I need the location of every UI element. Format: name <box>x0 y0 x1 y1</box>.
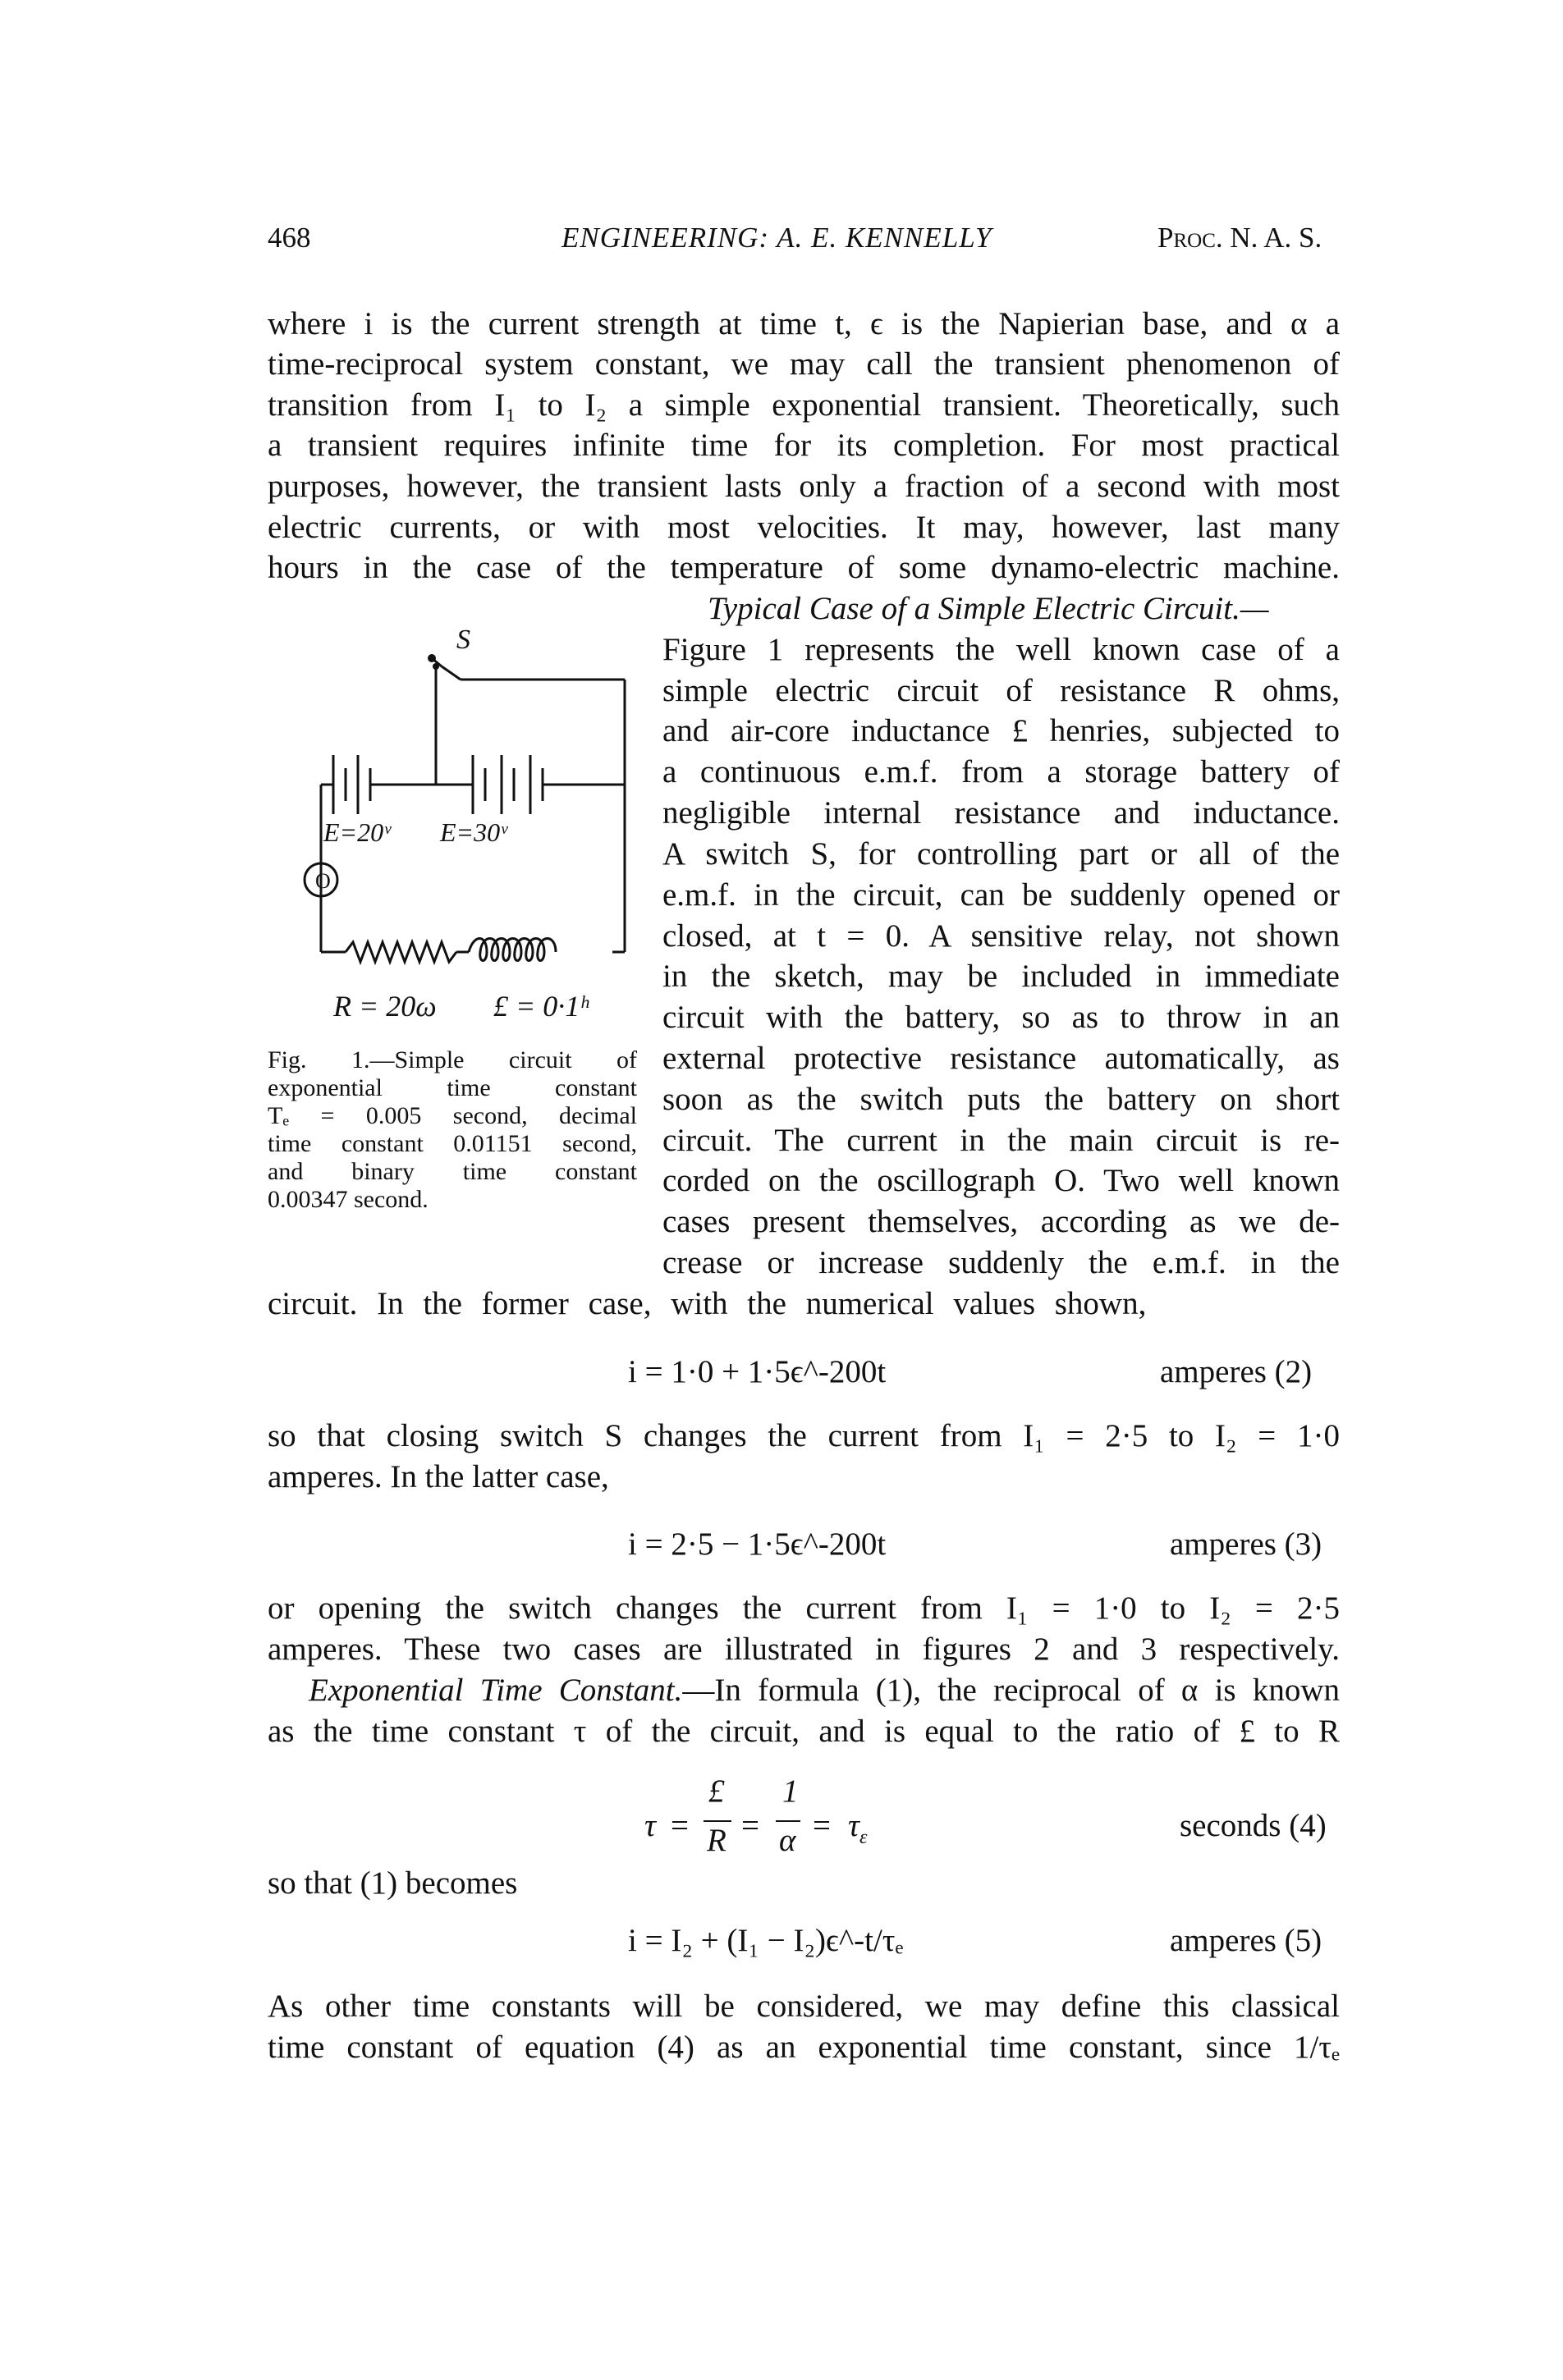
resistance-label: R = 20ω <box>333 990 437 1023</box>
circuit-diagram <box>268 624 653 1046</box>
body-line: corded on the oscillograph O. Two well known <box>662 1163 1340 1198</box>
caption-line: Fig. 1.—Simple circuit of <box>268 1046 637 1073</box>
body-line: crease or increase suddenly the e.m.f. in the <box>662 1245 1340 1280</box>
body-line: a transient requires infinite time for its completion. For most practical <box>268 428 1340 463</box>
body-line: circuit with the battery, so as to throw in an <box>662 1000 1340 1035</box>
body-line: A switch S, for controlling part or all of the <box>662 836 1340 872</box>
body-line: as the time constant τ of the circuit, and is equal to the ratio of £ to R <box>268 1714 1340 1749</box>
equals-sign: = <box>741 1808 759 1843</box>
running-title: ENGINEERING: A. E. KENNELLY <box>561 222 992 254</box>
resistor-symbol <box>346 942 456 962</box>
denominator: α <box>779 1823 796 1858</box>
caption-line: 0.00347 second. <box>268 1186 429 1213</box>
body-line: As other time constants will be considered, we may define this classical <box>268 1989 1340 2024</box>
body-line: in the sketch, may be included in immediate <box>662 959 1340 994</box>
body-line: hours in the case of the temperature of some dynamo-electric machine. <box>268 550 1340 585</box>
body-line: a continuous e.m.f. from a storage battery of <box>662 754 1340 790</box>
body-line: cases present themselves, according as we de- <box>662 1204 1340 1239</box>
equation-label: amperes (5) <box>1170 1923 1322 1958</box>
caption-line: time constant 0.01151 second, <box>268 1130 637 1157</box>
denominator: R <box>707 1823 726 1858</box>
caption-line: Tₑ = 0.005 second, decimal <box>268 1102 637 1129</box>
body-line: external protective resistance automatically, as <box>662 1041 1340 1076</box>
body-line: circuit. In the former case, with the numerical values shown, <box>268 1286 1147 1321</box>
body-line: purposes, however, the transient lasts only a fraction of a second with most <box>268 469 1340 504</box>
body-line: transition from I₁ to I₂ a simple exponential transient. Theoretically, such <box>268 387 1340 423</box>
equation-label: amperes (3) <box>1170 1526 1322 1562</box>
body-line: circuit. The current in the main circuit is re- <box>662 1123 1340 1158</box>
body-line: or opening the switch changes the current from I₁ = 1·0 to I₂ = 2·5 <box>268 1590 1340 1626</box>
body-line: soon as the switch puts the battery on short <box>662 1082 1340 1117</box>
body-line: Figure 1 represents the well known case of a <box>662 632 1340 667</box>
body-line: time constant of equation (4) as an exponential time constant, since 1/τₑ <box>268 2030 1340 2065</box>
equation-label: seconds (4) <box>1180 1808 1327 1843</box>
tau-symbol: τ <box>644 1808 656 1843</box>
switch-blade <box>442 666 461 680</box>
section-heading: Typical Case of a Simple Electric Circuit.— <box>708 591 1269 626</box>
body-line: where i is the current strength at time t, ϵ is the Napierian base, and α a <box>268 306 1340 341</box>
battery-label: E=20ᵛ <box>323 817 392 847</box>
equals-sign: = <box>813 1808 831 1843</box>
oscillograph-label: O <box>315 869 331 893</box>
body-line: closed, at t = 0. A sensitive relay, not shown <box>662 918 1340 954</box>
caption-line: and binary time constant <box>268 1158 637 1185</box>
figure-caption <box>268 1046 637 1214</box>
battery-label: E=30ᵛ <box>440 817 508 847</box>
body-line: simple electric circuit of resistance R ohms, <box>662 673 1340 708</box>
body-line <box>309 1670 1340 1710</box>
numerator: £ <box>708 1774 725 1809</box>
section-text: —In formula (1), the reciprocal of α is known <box>682 1673 1340 1708</box>
equals-sign: = <box>671 1808 689 1843</box>
body-line: time-reciprocal system constant, we may call the transient phenomenon of <box>268 346 1340 382</box>
body-line: negligible internal resistance and inductance. <box>662 795 1340 831</box>
tau-e-symbol: $\tau_\varepsilon$ <box>848 1808 868 1848</box>
body-line: amperes. In the latter case, <box>268 1459 609 1494</box>
body-line: e.m.f. in the circuit, can be suddenly opened or <box>662 877 1340 913</box>
switch-contact <box>433 663 439 670</box>
equation-4 <box>644 1773 891 1871</box>
equation-5: i = I₂ + (I₁ − I₂)ϵ^-t/τₑ <box>628 1923 904 1958</box>
switch-pivot <box>428 654 436 662</box>
page-number: 468 <box>268 222 311 254</box>
journal-name: Proc. N. A. S. <box>1157 222 1322 254</box>
inductor-symbol <box>469 939 556 961</box>
body-line: so that closing switch S changes the current from I₁ = 2·5 to I₂ = 1·0 <box>268 1418 1340 1453</box>
body-line: so that (1) becomes <box>268 1865 518 1901</box>
equation-label: amperes (2) <box>1160 1354 1313 1389</box>
running-header <box>0 222 1563 263</box>
circuit-figure <box>268 624 653 1046</box>
caption-line: exponential time constant <box>268 1074 637 1101</box>
inductance-label: £ = 0·1ʰ <box>493 990 589 1023</box>
numerator: 1 <box>782 1774 799 1809</box>
body-line: and air-core inductance £ henries, subjected to <box>662 713 1340 748</box>
body-line: amperes. These two cases are illustrated in figures 2 and 3 respectively. <box>268 1632 1340 1667</box>
switch-label: S <box>456 625 470 655</box>
equation-2: i = 1·0 + 1·5ϵ^-200t <box>628 1354 887 1389</box>
body-line: electric currents, or with most velocities. It may, however, last many <box>268 510 1340 545</box>
equation-3: i = 2·5 − 1·5ϵ^-200t <box>628 1526 887 1562</box>
section-heading: Exponential Time Constant. <box>309 1673 683 1708</box>
